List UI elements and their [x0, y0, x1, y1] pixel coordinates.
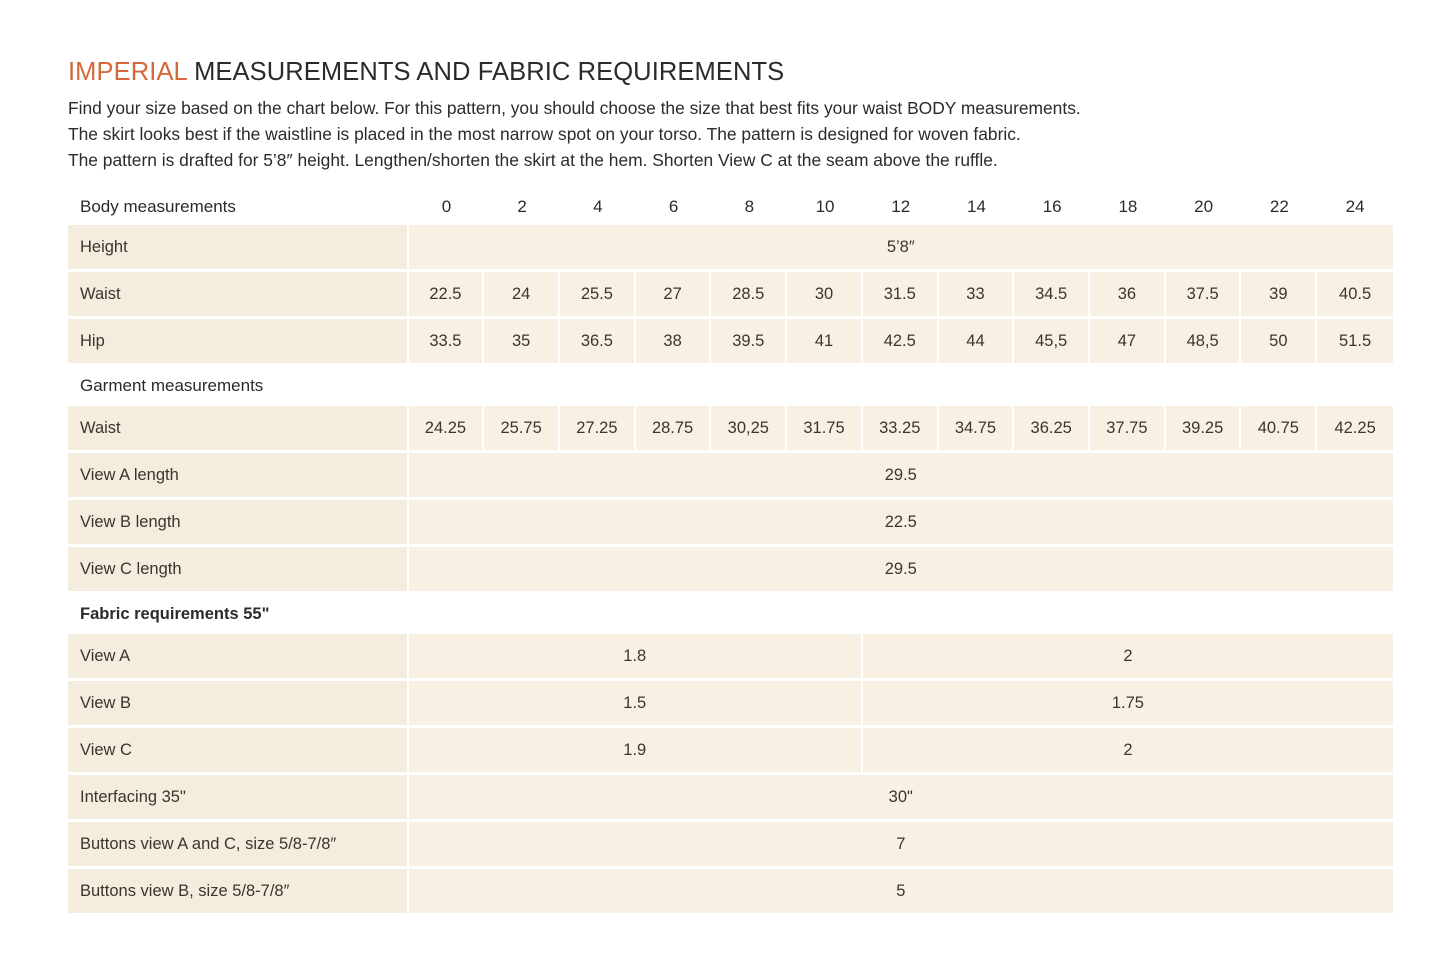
page-title [68, 58, 1393, 87]
cell: 33.5 [409, 319, 485, 366]
section-title-row [68, 594, 1393, 634]
table-row [68, 822, 1393, 869]
row-span-value: 5 [409, 869, 1393, 916]
cell: 34.5 [1014, 272, 1090, 319]
cell-right-half: 2 [863, 634, 1393, 681]
table-row [68, 681, 1393, 728]
row-span-value: 22.5 [409, 500, 1393, 547]
row-span-value: 29.5 [409, 453, 1393, 500]
measurements-table [68, 189, 1393, 916]
row-label: View C length [68, 547, 409, 594]
cell: 42.5 [863, 319, 939, 366]
cell: 36.25 [1014, 406, 1090, 453]
cell: 22.5 [409, 272, 485, 319]
size-header: 20 [1194, 197, 1214, 216]
cell: 48,5 [1166, 319, 1242, 366]
intro-line-2: The skirt looks best if the waistline is placed in the most narrow spot on your torso. The pattern is designed for woven fabric. [68, 124, 1021, 144]
cell: 36.5 [560, 319, 636, 366]
section-title: Fabric requirements 55" [80, 604, 270, 623]
size-header: 10 [815, 197, 835, 216]
row-span-value: 7 [409, 822, 1393, 869]
cell: 51.5 [1317, 319, 1393, 366]
row-label: View A length [68, 453, 409, 500]
row-label: View B length [68, 500, 409, 547]
cell-left-half: 1.9 [409, 728, 863, 775]
cell: 47 [1090, 319, 1166, 366]
cell: 33 [939, 272, 1015, 319]
row-label: View C [68, 728, 409, 775]
cell: 31.5 [863, 272, 939, 319]
size-header: 24 [1345, 197, 1365, 216]
header-label: Body measurements [80, 197, 236, 216]
row-span-value: 29.5 [409, 547, 1393, 594]
cell: 42.25 [1317, 406, 1393, 453]
row-label: Height [68, 225, 409, 272]
size-header: 4 [593, 197, 603, 216]
size-header: 16 [1042, 197, 1062, 216]
cell: 39.5 [711, 319, 787, 366]
cell: 38 [636, 319, 712, 366]
cell: 40.5 [1317, 272, 1393, 319]
size-header: 22 [1269, 197, 1289, 216]
page-title-rest: MEASUREMENTS AND FABRIC REQUIREMENTS [186, 58, 785, 86]
cell: 41 [787, 319, 863, 366]
cell: 28.5 [711, 272, 787, 319]
cell: 27.25 [560, 406, 636, 453]
cell: 24 [484, 272, 560, 319]
row-label: Buttons view A and C, size 5/8-7/8″ [68, 822, 409, 869]
cell: 33.25 [863, 406, 939, 453]
table-row [68, 319, 1393, 366]
size-header: 18 [1118, 197, 1138, 216]
cell: 27 [636, 272, 712, 319]
row-label: Waist [68, 272, 409, 319]
cell: 37.5 [1166, 272, 1242, 319]
size-header: 2 [517, 197, 527, 216]
row-label: View B [68, 681, 409, 728]
size-header: 8 [744, 197, 755, 216]
cell-left-half: 1.5 [409, 681, 863, 728]
cell-left-half: 1.8 [409, 634, 863, 681]
cell-right-half: 2 [863, 728, 1393, 775]
row-label: Waist [68, 406, 409, 453]
section-title-row [68, 366, 1393, 406]
table-header-row [68, 189, 1393, 225]
page-title-accent: IMPERIAL [68, 58, 187, 86]
size-header: 14 [967, 197, 986, 216]
table-row [68, 272, 1393, 319]
row-label: View A [68, 634, 409, 681]
table-row [68, 500, 1393, 547]
row-label: Buttons view B, size 5/8-7/8″ [68, 869, 409, 916]
row-span-value: 30" [409, 775, 1393, 822]
table-row [68, 869, 1393, 916]
cell: 39.25 [1166, 406, 1242, 453]
cell: 50 [1241, 319, 1317, 366]
cell-right-half: 1.75 [863, 681, 1393, 728]
row-span-value: 5’8″ [409, 225, 1393, 272]
cell: 24.25 [409, 406, 485, 453]
cell: 34.75 [939, 406, 1015, 453]
section-title: Garment measurements [80, 376, 264, 395]
cell: 37.75 [1090, 406, 1166, 453]
row-label: Interfacing 35" [68, 775, 409, 822]
cell: 45,5 [1014, 319, 1090, 366]
cell: 44 [939, 319, 1015, 366]
table-row [68, 547, 1393, 594]
intro-paragraph [68, 95, 1368, 173]
table-row [68, 634, 1393, 681]
intro-line-3: The pattern is drafted for 5’8″ height. Lengthen/shorten the skirt at the hem. Shorten View C at the seam above the ruffle. [68, 150, 998, 170]
size-header: 0 [441, 197, 452, 216]
size-header: 6 [668, 197, 679, 216]
table-row [68, 453, 1393, 500]
cell: 25.5 [560, 272, 636, 319]
size-header: 12 [891, 197, 911, 216]
cell: 31.75 [787, 406, 863, 453]
cell: 35 [484, 319, 560, 366]
cell: 30,25 [711, 406, 787, 453]
table-row [68, 406, 1393, 453]
cell: 36 [1090, 272, 1166, 319]
table-row [68, 775, 1393, 822]
cell: 28.75 [636, 406, 712, 453]
table-row [68, 728, 1393, 775]
cell: 39 [1241, 272, 1317, 319]
cell: 40.75 [1241, 406, 1317, 453]
table-row [68, 225, 1393, 272]
cell: 25.75 [484, 406, 560, 453]
row-label: Hip [68, 319, 409, 366]
cell: 30 [787, 272, 863, 319]
intro-line-1: Find your size based on the chart below. For this pattern, you should choose the size that best fits your waist BODY measurements. [68, 98, 1081, 118]
